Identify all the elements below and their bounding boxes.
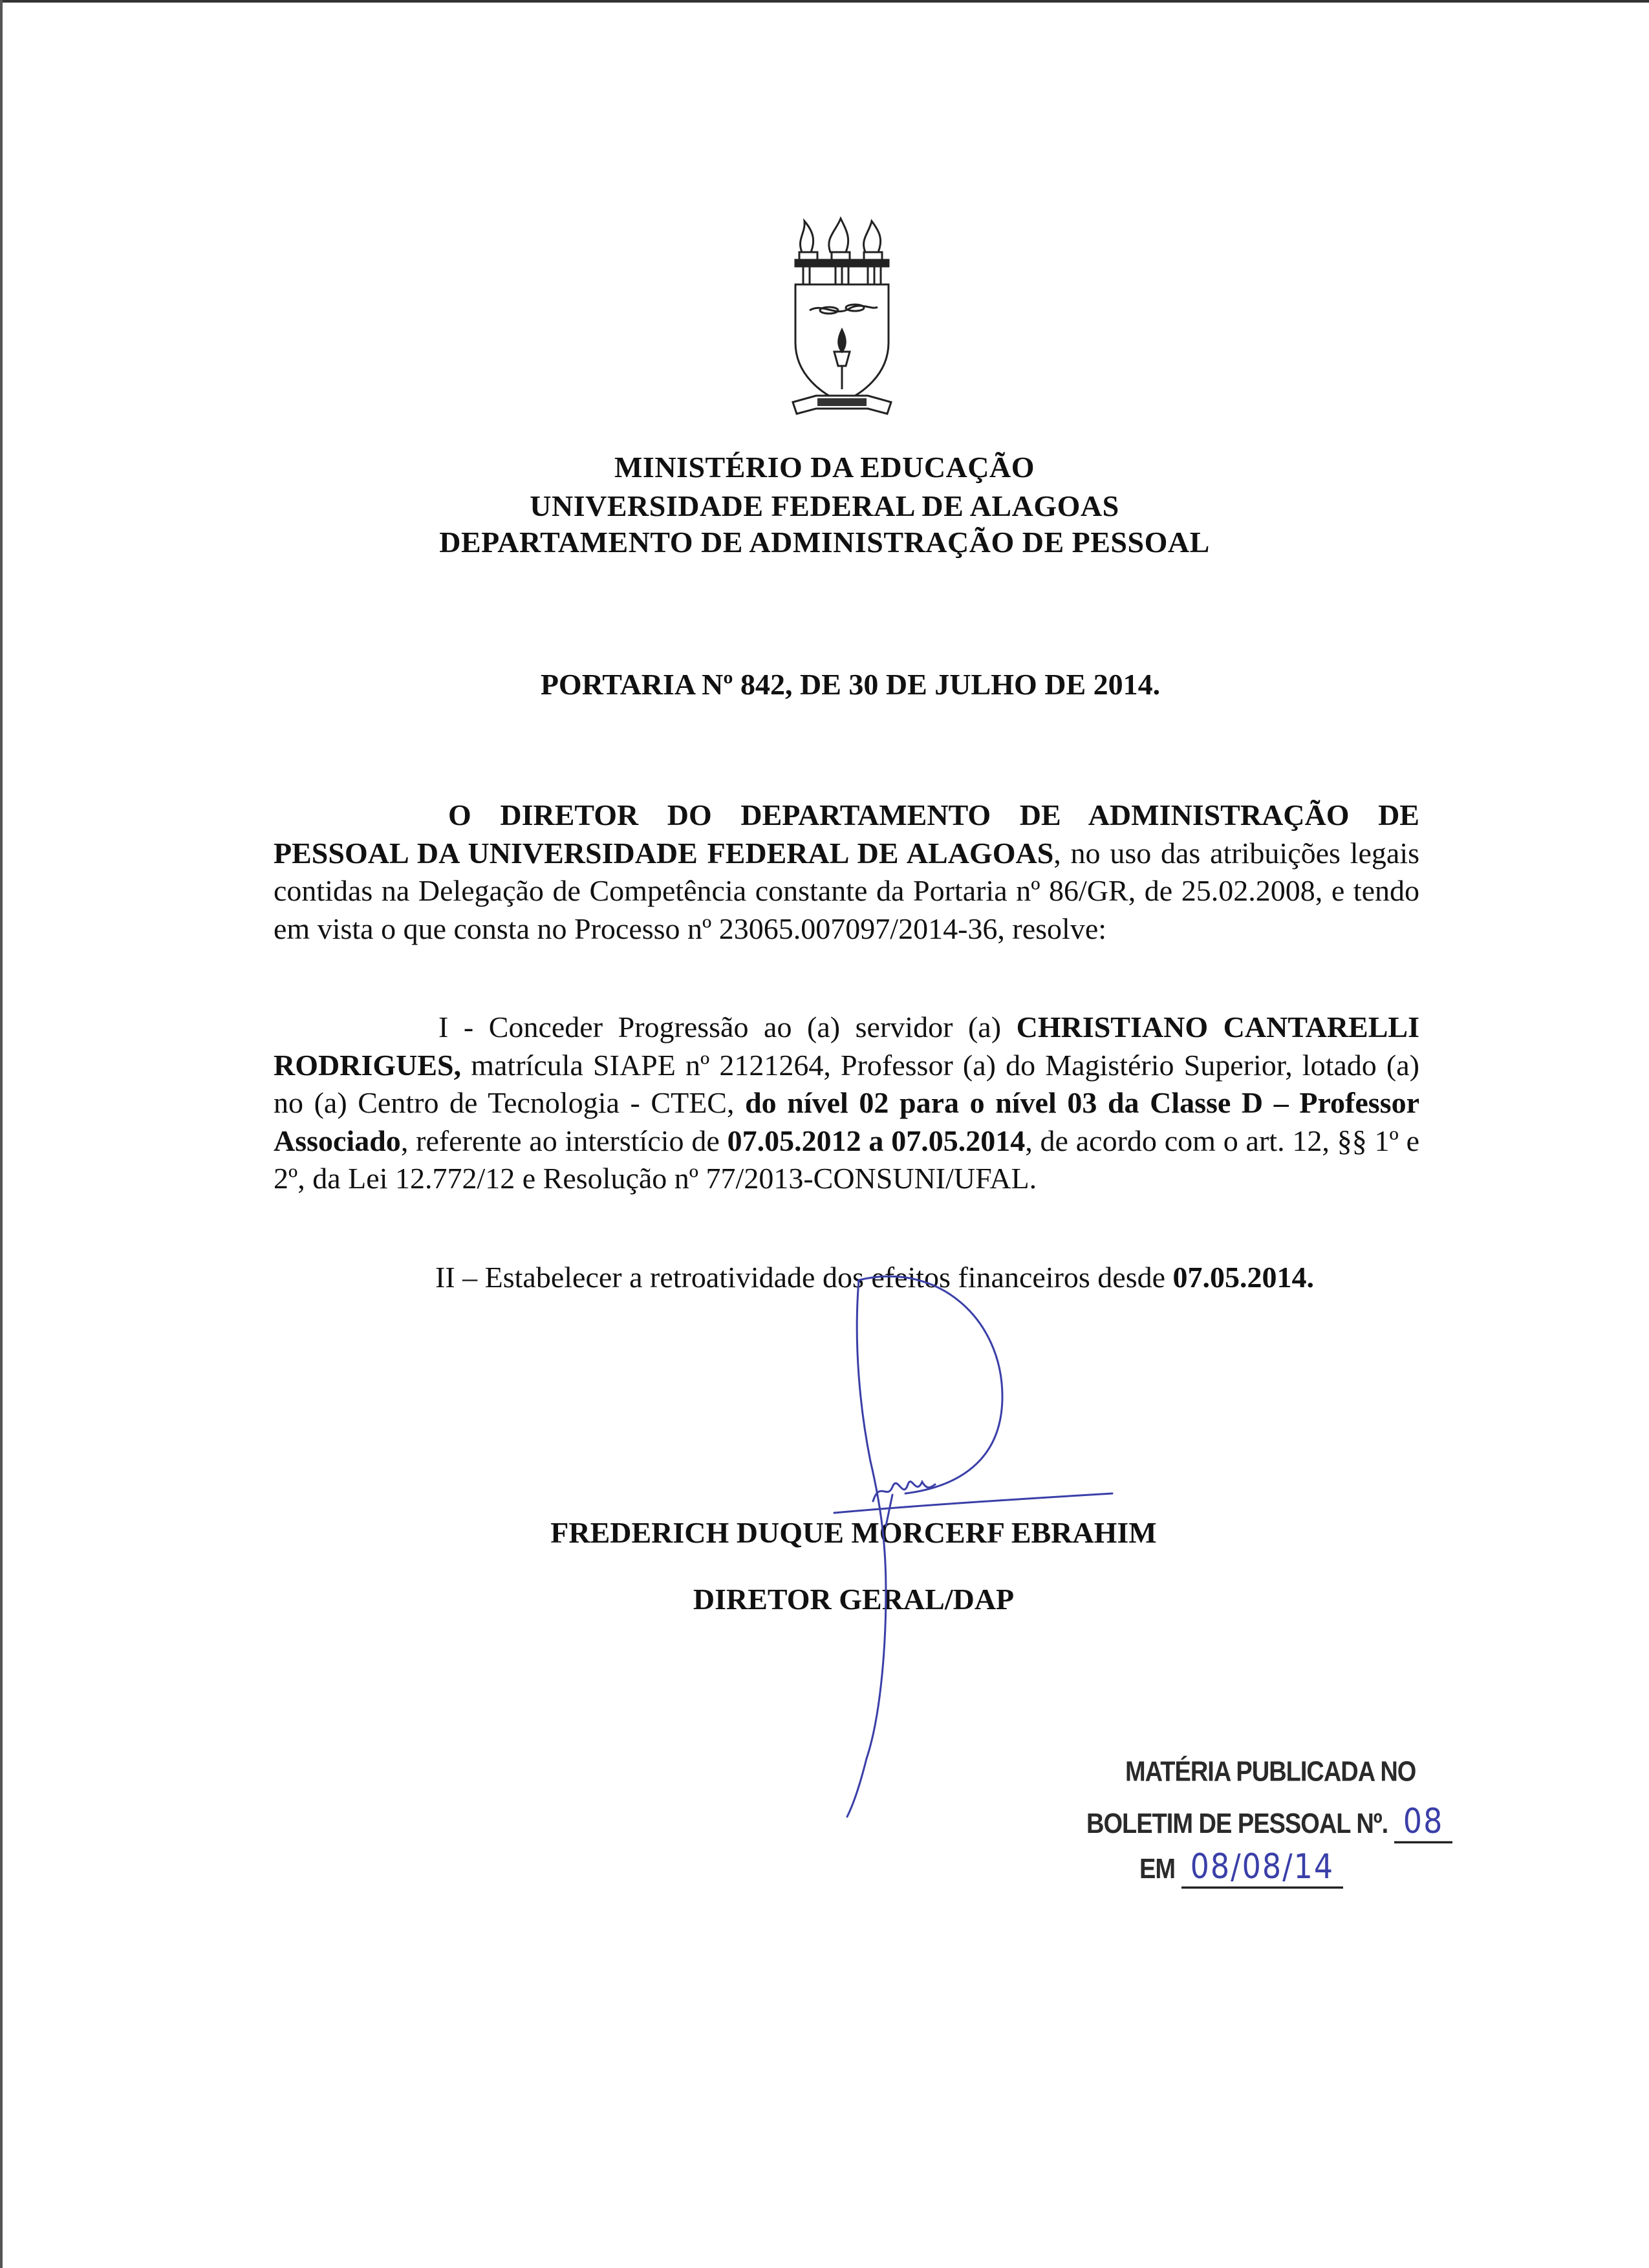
ministry-heading: MINISTÉRIO DA EDUCAÇÃO <box>614 451 1035 484</box>
stamp-line-date <box>1139 1846 1343 1889</box>
university-heading: UNIVERSIDADE FEDERAL DE ALAGOAS <box>530 489 1119 522</box>
stamp-bulletin-label: BOLETIM DE PESSOAL Nº. <box>1086 1808 1388 1840</box>
signatory-title: DIRETOR GERAL/DAP <box>693 1583 1015 1616</box>
retroactive-date: 07.05.2014. <box>1172 1261 1315 1294</box>
preamble-authority: O DIRETOR DO DEPARTAMENTO DE ADMINISTRAÇÃO DE PESSOAL DA UNIVERSIDADE FEDERAL DE ALAGOAS <box>274 798 1419 870</box>
article-two-text: II – Estabelecer a retroatividade dos efeitos financeiros desde <box>435 1261 1173 1294</box>
preamble-paragraph <box>274 797 1419 948</box>
ufal-crest-icon <box>790 213 894 427</box>
handwritten-signature <box>808 1267 1145 1830</box>
signatory-name: FREDERICH DUQUE MORCERF EBRAHIM <box>550 1516 1157 1549</box>
stamp-date-label: EM <box>1139 1854 1175 1885</box>
article-one-text: , referente ao interstício de <box>400 1124 727 1157</box>
stamp-line-published: MATÉRIA PUBLICADA NO <box>1125 1756 1416 1788</box>
preamble-text: , no uso das atribuições legais contidas na Delegação de Competência constante da Portaria nº 86/GR, de 25.02.2008, e tendo em vista o que consta no Processo nº 23065.007097/2014-36, resolve: <box>274 836 1419 945</box>
stamp-bulletin-number: 08 <box>1394 1801 1453 1844</box>
stamp-line-bulletin <box>1086 1801 1452 1844</box>
servant-name: CHRISTIANO CANTARELLI RODRIGUES, <box>274 1011 1419 1082</box>
scan-edge <box>0 0 3 2268</box>
article-one-text: , de acordo com o art. 12, §§ 1º e 2º, da Lei 12.772/12 e Resolução nº 77/2013-CONSUNI/UFAL. <box>274 1124 1420 1195</box>
article-one-text: I - Conceder Progressão ao (a) servidor (a) <box>438 1011 1017 1043</box>
stamp-date-value: 08/08/14 <box>1181 1846 1344 1889</box>
department-heading: DEPARTAMENTO DE ADMINISTRAÇÃO DE PESSOAL <box>439 526 1210 559</box>
article-one-text: matrícula SIAPE nº 2121264, Professor (a) do Magistério Superior, lotado (a) no (a) Centro de Tecnologia - CTEC, <box>274 1048 1419 1119</box>
article-one-paragraph <box>274 1009 1419 1198</box>
level-change: do nível 02 para o nível 03 da Classe D – Professor Associado <box>274 1086 1419 1157</box>
interstice-period: 07.05.2012 a 07.05.2014 <box>727 1124 1026 1157</box>
scan-edge <box>0 0 1649 3</box>
publication-stamp <box>1073 1756 1461 1901</box>
portaria-title: PORTARIA Nº 842, DE 30 DE JULHO DE 2014. <box>540 668 1161 701</box>
